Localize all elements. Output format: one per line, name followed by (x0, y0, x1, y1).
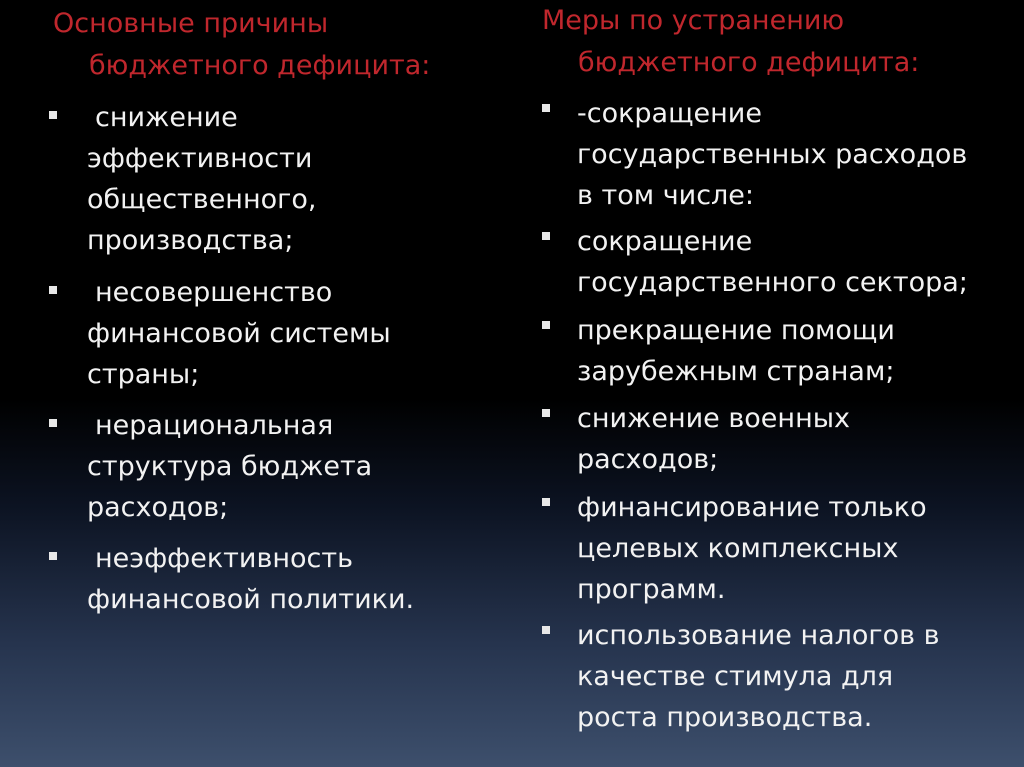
item-line: финансовой политики. (87, 584, 415, 615)
item-line: расходов; (87, 492, 229, 523)
square-bullet-icon (542, 232, 550, 240)
item-line: финансовой системы (87, 318, 391, 349)
item-line: государственных расходов (577, 139, 968, 170)
measure-item (577, 221, 968, 303)
item-line: эффективности (87, 143, 313, 174)
item-line: финансирование только (577, 492, 927, 523)
item-line: страны; (87, 359, 200, 390)
item-line: целевых комплексных (577, 533, 899, 564)
cause-item (87, 97, 316, 261)
item-line: -сокращение (577, 98, 762, 129)
square-bullet-icon (542, 321, 550, 329)
item-line: качестве стимула для (577, 661, 894, 692)
square-bullet-icon (49, 419, 57, 427)
measure-item (577, 615, 940, 738)
heading-line: бюджетного дефицита: (578, 47, 920, 78)
item-line: роста производства. (577, 702, 873, 733)
square-bullet-icon (542, 104, 550, 112)
measure-item (577, 93, 967, 216)
heading-line: бюджетного дефицита: (89, 50, 431, 81)
square-bullet-icon (49, 552, 57, 560)
heading-line: Основные причины (53, 8, 329, 39)
item-line: снижение военных (577, 403, 851, 434)
cause-item (87, 405, 372, 528)
item-line: снижение (95, 102, 238, 133)
item-line: структура бюджета (87, 451, 373, 482)
square-bullet-icon (49, 111, 57, 119)
square-bullet-icon (49, 286, 57, 294)
measure-item (577, 398, 850, 480)
item-line: государственного сектора; (577, 267, 968, 298)
item-line: производства; (87, 225, 294, 256)
item-line: общественного, (87, 184, 317, 215)
item-line: нерациональная (95, 410, 334, 441)
item-line: в том числе: (577, 180, 755, 211)
item-line: сокращение (577, 226, 753, 257)
measure-item (577, 310, 895, 392)
square-bullet-icon (542, 409, 550, 417)
causes-heading (53, 3, 430, 87)
item-line: программ. (577, 574, 726, 605)
item-line: расходов; (577, 444, 719, 475)
item-line: прекращение помощи (577, 315, 895, 346)
cause-item (87, 538, 414, 620)
heading-line: Меры по устранению (542, 5, 845, 36)
measures-heading (542, 0, 919, 84)
measure-item (577, 487, 927, 610)
cause-item (87, 272, 391, 395)
item-line: использование налогов в (577, 620, 940, 651)
item-line: неэффективность (95, 543, 354, 574)
square-bullet-icon (542, 498, 550, 506)
square-bullet-icon (542, 626, 550, 634)
item-line: зарубежным странам; (577, 356, 895, 387)
item-line: несовершенство (95, 277, 333, 308)
